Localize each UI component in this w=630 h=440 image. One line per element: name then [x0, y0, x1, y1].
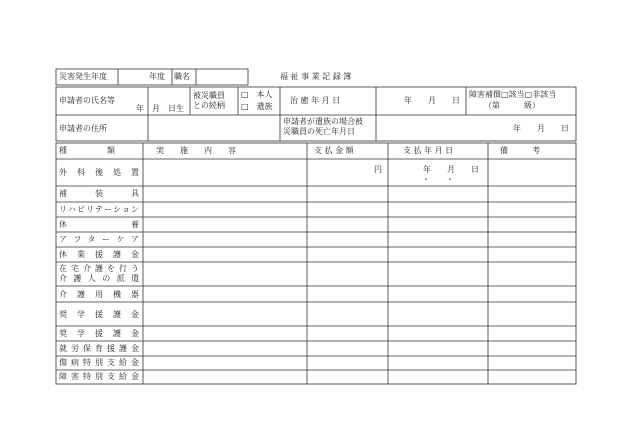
- row-label: 奨学援護金: [59, 329, 139, 338]
- form-title: 福 祉 事 業 記 録 簿: [280, 72, 352, 81]
- header-amount: 支 払 金 額: [314, 146, 354, 155]
- year-unit-label: 年度: [149, 72, 165, 81]
- death-date-value: 年 月 日: [513, 124, 569, 133]
- self-checkbox[interactable]: □ 本人: [241, 90, 273, 99]
- position-label: 職名: [174, 72, 190, 81]
- row-label: 傷病特別支給金: [59, 358, 139, 367]
- relation-label: 被災職員 との続柄: [193, 91, 225, 110]
- address-label: 申請者の住所: [59, 124, 107, 133]
- row-label: リハビリテーション: [59, 205, 139, 214]
- applicant-name-label: 申請者の氏名等: [59, 96, 115, 105]
- cure-date-value: 年 月 日: [404, 96, 460, 105]
- row-label: 障害特別支給金: [59, 372, 139, 381]
- family-checkbox[interactable]: □ 遺族: [241, 102, 273, 111]
- header-remarks: 備 考: [500, 146, 540, 155]
- header-content: 実 施 内 容: [156, 146, 236, 155]
- cure-date-label: 治 癒 年 月 日: [290, 96, 341, 105]
- birth-date-suffix: 年 月 日生: [136, 104, 184, 113]
- row-label: 外科後処置: [59, 168, 139, 177]
- disability-label: 障害補償□該当□非該当: [469, 90, 557, 99]
- death-date-label: 申請者が遺族の場合被 災職員の死亡年月日: [283, 117, 363, 136]
- row-label: 補装具: [59, 189, 139, 198]
- row-label: 介護用機器: [59, 290, 139, 299]
- row-label: 休業援護金: [59, 250, 139, 259]
- row-label: アフターケア: [59, 235, 139, 244]
- header-category: 種 類: [59, 146, 115, 155]
- row-label: 休養: [59, 220, 139, 229]
- header-date: 支 払 年 月 日: [403, 146, 454, 155]
- row-label: 奨学援護金: [59, 310, 139, 319]
- disaster-year-label: 災害発生年度: [59, 72, 107, 81]
- payment-date-dots: ・ ・: [422, 175, 454, 184]
- disability-grade: （第 級）: [484, 101, 540, 110]
- row-label: 在宅介護を行う 介護人の派遣: [59, 264, 139, 283]
- row-label: 就労保育援護金: [59, 344, 139, 353]
- payment-date-template: 年 月 日: [423, 165, 479, 174]
- amount-unit: 円: [374, 165, 382, 174]
